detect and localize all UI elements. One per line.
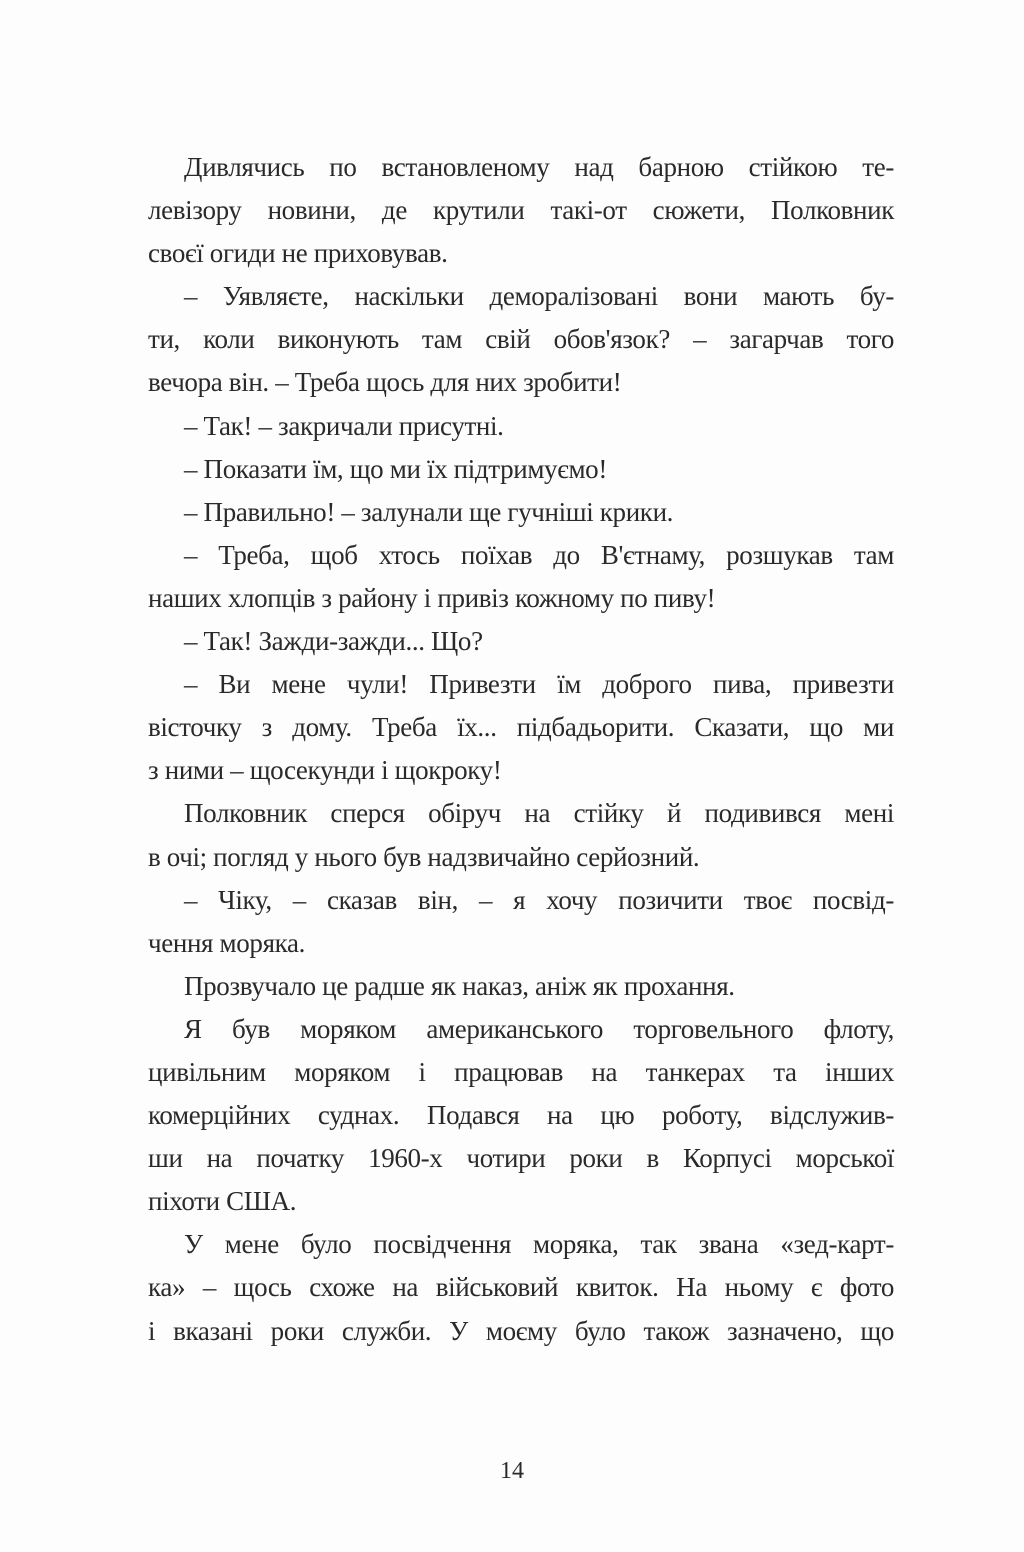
text-line: Прозвучало це радше як наказ, аніж як прохання.: [184, 970, 735, 1001]
text-line: – Чіку, – сказав він, – я хочу позичити твоє посвід-: [184, 884, 894, 915]
text-line: піхоти США.: [148, 1186, 297, 1217]
text-line: ши на початку 1960-х чотири роки в Корпусі морської: [148, 1143, 894, 1174]
text-line: в очі; погляд у нього був надзвичайно серйозний.: [148, 841, 700, 872]
text-line: вечора він. – Треба щось для них зробити!: [148, 367, 622, 398]
text-line: У мене було посвідчення моряка, так звана «зед-карт-: [184, 1229, 894, 1260]
text-line: наших хлопців з району і привіз кожному по пиву!: [148, 582, 716, 613]
text-line: – Показати їм, що ми їх підтримуємо!: [184, 453, 607, 484]
text-line: – Так! – закричали присутні.: [184, 410, 504, 441]
text-line: – Уявляєте, наскільки деморалізовані вони мають бу-: [184, 281, 894, 312]
body-text: [148, 146, 894, 1353]
page-number: 14: [500, 1458, 524, 1484]
text-line: – Ви мене чули! Привезти їм доброго пива, привезти: [184, 669, 894, 700]
text-line: з ними – щосекунди і щокроку!: [148, 755, 502, 786]
text-line: ка» – щось схоже на військовий квиток. На ньому є фото: [148, 1272, 894, 1303]
text-line: левізору новини, де крутили такі-от сюжети, Полковник: [148, 195, 894, 226]
text-line: вісточку з дому. Треба їх... підбадьорити. Сказати, що ми: [148, 712, 894, 743]
text-line: чення моряка.: [148, 927, 306, 958]
text-line: – Треба, щоб хтось поїхав до В'єтнаму, розшукав там: [184, 539, 894, 570]
text-line: Я був моряком американського торговельного флоту,: [184, 1013, 894, 1044]
text-line: комерційних суднах. Подався на цю роботу, відслужив-: [148, 1100, 894, 1131]
text-line: – Правильно! – залунали ще гучніші крики.: [184, 496, 674, 527]
text-line: Дивлячись по встановленому над барною стійкою те-: [184, 152, 894, 182]
text-line: і вказані роки служби. У моєму було також зазначено, що: [148, 1315, 894, 1346]
text-line: – Так! Зажди-зажди... Що?: [184, 626, 483, 657]
text-line: цивільним моряком і працював на танкерах та інших: [148, 1056, 894, 1087]
text-line: ти, коли виконують там свій обов'язок? – загарчав того: [148, 324, 894, 355]
text-line: Полковник сперся обіруч на стійку й подивився мені: [184, 798, 894, 829]
text-line: своєї огиди не приховував.: [148, 238, 448, 269]
